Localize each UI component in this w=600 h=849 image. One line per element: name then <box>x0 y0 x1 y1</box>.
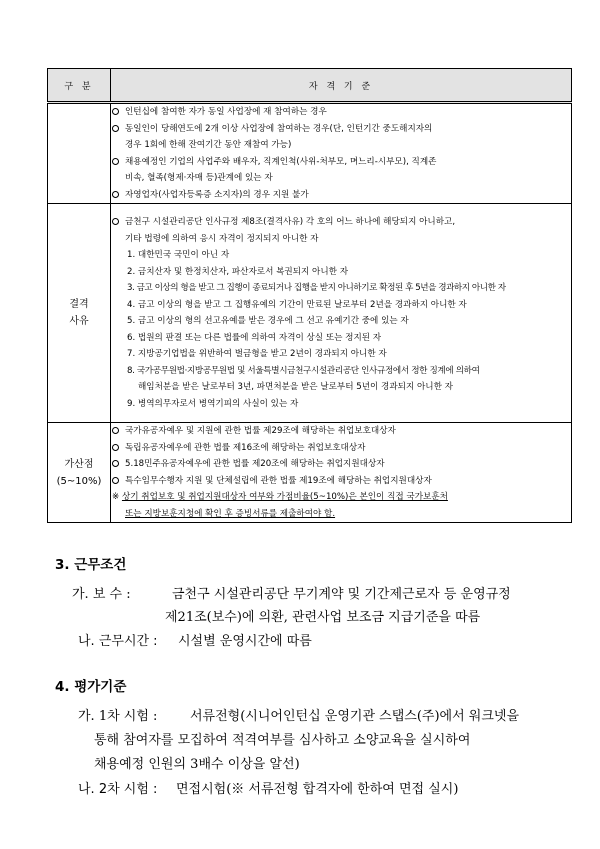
bullet-icon <box>112 427 119 434</box>
row-label-line: 결격 <box>69 299 89 310</box>
list-item: 금천구 시설관리공단 인사규정 제8조(결격사유) 각 호의 어느 하나에 해당되지 아니하고, <box>111 214 571 231</box>
second-exam-label: 나. 2차 시험 : <box>78 782 158 797</box>
row-label-line: 사유 <box>69 316 89 327</box>
list-item-continuation: 비속, 혈족(형제·자매 등)관계에 있는 자 <box>125 173 273 183</box>
first-exam-text: 채용예정 인원의 3배수 이상을 알선) <box>94 757 300 772</box>
row-content <box>111 423 572 523</box>
pay-text: 제21조(보수)에 의환, 관련사업 보조금 지급기준을 따름 <box>165 610 481 625</box>
table-header-row <box>48 69 572 103</box>
bullet-icon <box>112 444 119 451</box>
bullet-icon <box>112 125 119 132</box>
list-item: 자영업자(사업자등록증 소지자)의 경우 지원 불가 <box>111 187 571 204</box>
row-label-line: (5~10%) <box>56 475 102 487</box>
list-item: 특수임무수행자 지원 및 단체설립에 관한 법률 제19조에 해당하는 취업지원대상자 <box>111 473 571 490</box>
bullet-icon <box>112 108 119 115</box>
criteria-table <box>47 68 572 523</box>
list-item-continuation: 경우 1회에 한해 잔여기간 동안 재참여 가능) <box>125 140 292 150</box>
hours-label: 나. 근무시간 : <box>78 634 158 649</box>
bullet-icon <box>112 460 119 467</box>
section-3-title: 3. 근무조건 <box>55 557 127 573</box>
numbered-item-continuation: 해임처분을 받은 날로부터 3년, 파면처분을 받은 날로부터 5년이 경과되지 아니한 자 <box>138 382 453 392</box>
first-exam-text: 통해 참여자를 모집하여 적격여부를 심사하고 소양교육을 실시하여 <box>94 733 471 748</box>
list-item: 인턴십에 참여한 자가 동일 사업장에 재 참여하는 경우 <box>111 104 571 121</box>
list-item: 독립유공자예우에 관한 법률 제16조에 해당하는 취업보호대상자 <box>111 440 571 457</box>
table-row <box>48 103 572 204</box>
list-item: 5.18민주유공자예우에 관한 법률 제20조에 해당하는 취업지원대상자 <box>111 456 571 473</box>
row-label <box>48 423 111 523</box>
second-exam-text: 면접시험(※ 서류전형 합격자에 한하여 면접 실시) <box>176 782 459 797</box>
table-row <box>48 204 572 423</box>
table-row <box>48 423 572 523</box>
bullet-icon <box>112 191 119 198</box>
note-line: 또는 지방보훈지청에 확인 후 증빙서류를 제출하여야 함. <box>125 508 336 519</box>
note-mark: ※ <box>112 492 122 502</box>
row-content <box>111 204 572 423</box>
section-4-title: 4. 평가기준 <box>55 679 127 695</box>
numbered-item: 8. 국가공무원법·지방공무원법 및 서울특별시금천구시설관리공단 인사규정에서 정한 징계에 의하여 <box>127 365 480 376</box>
pay-text: 금천구 시설관리공단 무기계약 및 기간제근로자 등 운영규정 <box>172 587 511 602</box>
numbered-item: 1. 대한민국 국민이 아닌 자 <box>127 250 230 260</box>
hours-text: 시설별 운영시간에 따름 <box>178 634 312 649</box>
numbered-item: 3. 금고 이상의 형을 받고 그 집행이 종료되거나 집행을 받지 아니하기로 확정된 후 5년을 경과하지 아니한 자 <box>127 283 506 293</box>
list-item-continuation: 기타 법령에 의하여 응시 자격이 정지되지 아니한 자 <box>125 233 319 244</box>
first-exam-label: 가. 1차 시험 : <box>78 709 158 724</box>
list-item: 동일인이 당해연도에 2개 이상 사업장에 참여하는 경우(단, 인턴기간 중도해지자의 <box>111 121 571 138</box>
first-exam-text: 서류전형(시니어인턴십 운영기관 스탭스(주)에서 워크넷을 <box>190 709 520 724</box>
header-category: 구 분 <box>48 69 111 103</box>
numbered-item: 7. 지방공기업법을 위반하여 벌금형을 받고 2년이 경과되지 아니한 자 <box>127 349 387 359</box>
numbered-item: 2. 금치산자 및 한정치산자, 파산자로서 복권되지 아니한 자 <box>127 266 348 277</box>
bullet-icon <box>112 477 119 484</box>
bullet-icon <box>112 218 119 225</box>
header-criteria: 자 격 기 준 <box>111 69 572 103</box>
list-item: 채용예정인 기업의 사업주와 배우자, 직계인척(사위-처부모, 며느리-시부모), 직계존 <box>111 154 571 171</box>
row-label <box>48 204 111 423</box>
pay-label: 가. 보 수 : <box>72 587 131 602</box>
note-line: ※ 상기 취업보호 및 취업지원대상자 여부와 가점비율(5~10%)은 본인이 직접 국가보훈처 <box>112 492 448 502</box>
numbered-item: 5. 금고 이상의 형의 선고유예를 받은 경우에 그 선고 유예기간 중에 있는 자 <box>127 316 409 326</box>
row-label-line: 가산점 <box>64 458 94 470</box>
row-label <box>48 103 111 204</box>
numbered-item: 6. 법원의 판결 또는 다른 법률에 의하여 자격이 상실 또는 정지된 자 <box>127 332 382 343</box>
list-item: 국가유공자예우 및 지원에 관한 법률 제29조에 해당하는 취업보호대상자 <box>111 423 571 440</box>
bullet-icon <box>112 158 119 165</box>
eligibility-table <box>47 68 571 523</box>
numbered-item: 9. 병역의무자로서 병역기피의 사실이 있는 자 <box>127 398 299 409</box>
numbered-item: 4. 금고 이상의 형을 받고 그 집행유예의 기간이 만료된 날로부터 2년을 경과하지 아니한 자 <box>127 299 467 310</box>
row-content <box>111 103 572 204</box>
